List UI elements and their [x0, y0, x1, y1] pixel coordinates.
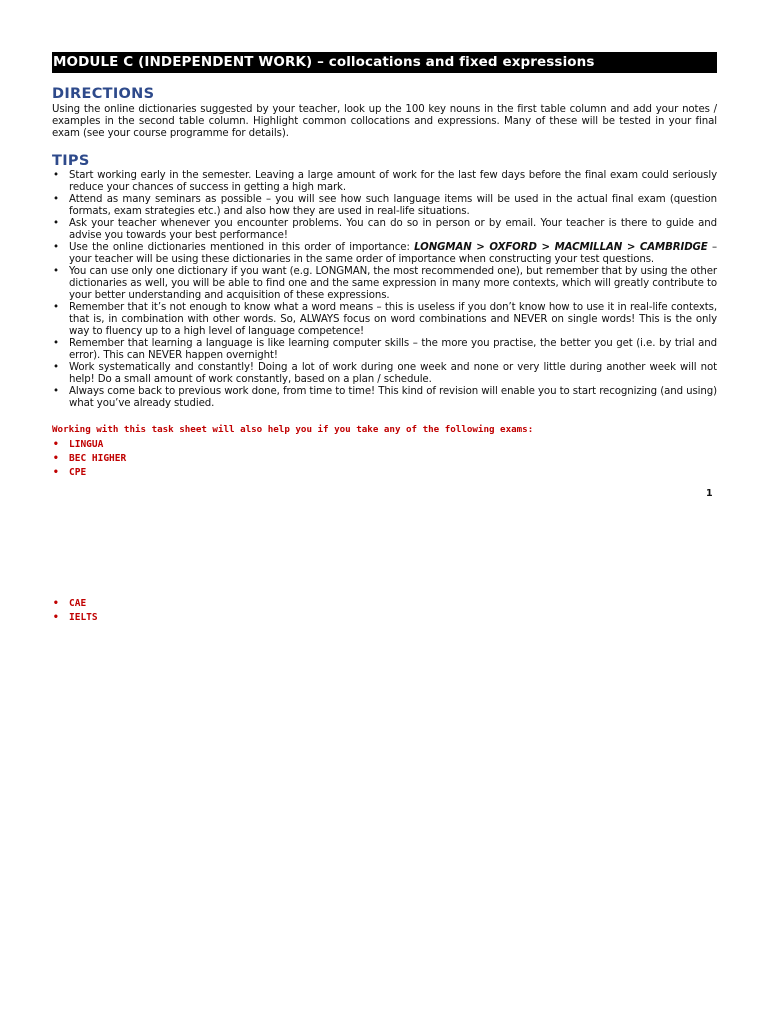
tip-text: Remember that it’s not enough to know what a word means – this is useless if you don’t know how to use it in real-life contexts, that is, in combination with other words. So, ALWAYS focus on word combinations and NEVER on single words! This is the only way to fluency up to a high level of language competence!	[69, 302, 717, 337]
bullet-icon: •	[53, 386, 59, 397]
page-1	[52, 52, 717, 480]
exam-item	[52, 611, 98, 625]
tip-item	[52, 194, 717, 218]
exams-list-continued	[52, 597, 98, 625]
bullet-icon: •	[53, 598, 59, 609]
tip-text: Work systematically and constantly! Doing a lot of work during one week and none or very little during another week will not help! Do a small amount of work constantly, based on a plan / schedule.	[69, 362, 717, 385]
bullet-icon: •	[53, 612, 59, 623]
bullet-icon: •	[53, 338, 59, 349]
tip-item	[52, 386, 717, 410]
directions-heading: DIRECTIONS	[52, 86, 155, 102]
exam-name: LINGUA	[69, 439, 104, 450]
module-title-bar	[52, 52, 717, 73]
bullet-icon: •	[53, 439, 59, 450]
bullet-icon: •	[53, 194, 59, 205]
tip-item	[52, 170, 717, 194]
tip-text: Attend as many seminars as possible – you will see how such language items will be used in the actual final exam (question formats, exam strategies etc.) and also how they are used in real-life situations.	[69, 194, 717, 217]
bullet-icon: •	[53, 302, 59, 313]
exams-intro: Working with this task sheet will also help you if you take any of the following exams:	[52, 424, 534, 435]
tip-text-after: – your teacher will be using these dictionaries in the same order of importance when constructing your test questions.	[69, 242, 717, 265]
tips-list	[52, 170, 717, 410]
tip-item	[52, 266, 717, 302]
exam-name: IELTS	[69, 612, 98, 623]
tip-item	[52, 362, 717, 386]
tip-text: Ask your teacher whenever you encounter problems. You can do so in person or by email. Your teacher is there to guide and advise you towards your best performance!	[69, 218, 717, 241]
bullet-icon: •	[53, 362, 59, 373]
tip-text: You can use only one dictionary if you want (e.g. LONGMAN, the most recommended one), but remember that by using the other dictionaries as well, you will be able to find one and the same expression in many more contexts, which will greatly contribute to your better understanding and acquisition of these expressions.	[69, 266, 717, 301]
dictionary-order: LONGMAN > OXFORD > MACMILLAN > CAMBRIDGE	[414, 242, 708, 253]
page-number: 1	[706, 488, 713, 499]
bullet-icon: •	[53, 242, 59, 253]
tip-text: Always come back to previous work done, from time to time! This kind of revision will enable you to start recognizing (and using) what you’ve already studied.	[69, 386, 717, 409]
bullet-icon: •	[53, 266, 59, 277]
bullet-icon: •	[53, 170, 59, 181]
tip-item	[52, 338, 717, 362]
directions-text: Using the online dictionaries suggested by your teacher, look up the 100 key nouns in the first table column and add your notes / examples in the second table column. Highlight common collocations and expressions. Many of these will be tested in your final exam (see your course programme for details).	[52, 104, 717, 139]
exam-name: CAE	[69, 598, 87, 609]
exam-item	[52, 452, 717, 466]
exams-list	[52, 438, 717, 480]
tip-item	[52, 302, 717, 338]
tip-text: Remember that learning a language is like learning computer skills – the more you practise, the better you get (i.e. by trial and error). This can NEVER happen overnight!	[69, 338, 717, 361]
bullet-icon: •	[53, 218, 59, 229]
tip-item	[52, 218, 717, 242]
exam-item	[52, 597, 98, 611]
bullet-icon: •	[53, 453, 59, 464]
exam-name: CPE	[69, 467, 87, 478]
exam-item	[52, 438, 717, 452]
exam-item	[52, 466, 717, 480]
module-title: MODULE C (INDEPENDENT WORK) – collocations and fixed expressions	[53, 54, 595, 70]
bullet-icon: •	[53, 467, 59, 478]
tip-text-before: Use the online dictionaries mentioned in this order of importance:	[69, 242, 415, 253]
exam-name: BEC HIGHER	[69, 453, 127, 464]
tip-item	[52, 242, 717, 266]
tips-heading: TIPS	[52, 153, 90, 169]
tip-text: Start working early in the semester. Leaving a large amount of work for the last few days before the final exam could seriously reduce your chances of success in getting a high mark.	[69, 170, 717, 193]
